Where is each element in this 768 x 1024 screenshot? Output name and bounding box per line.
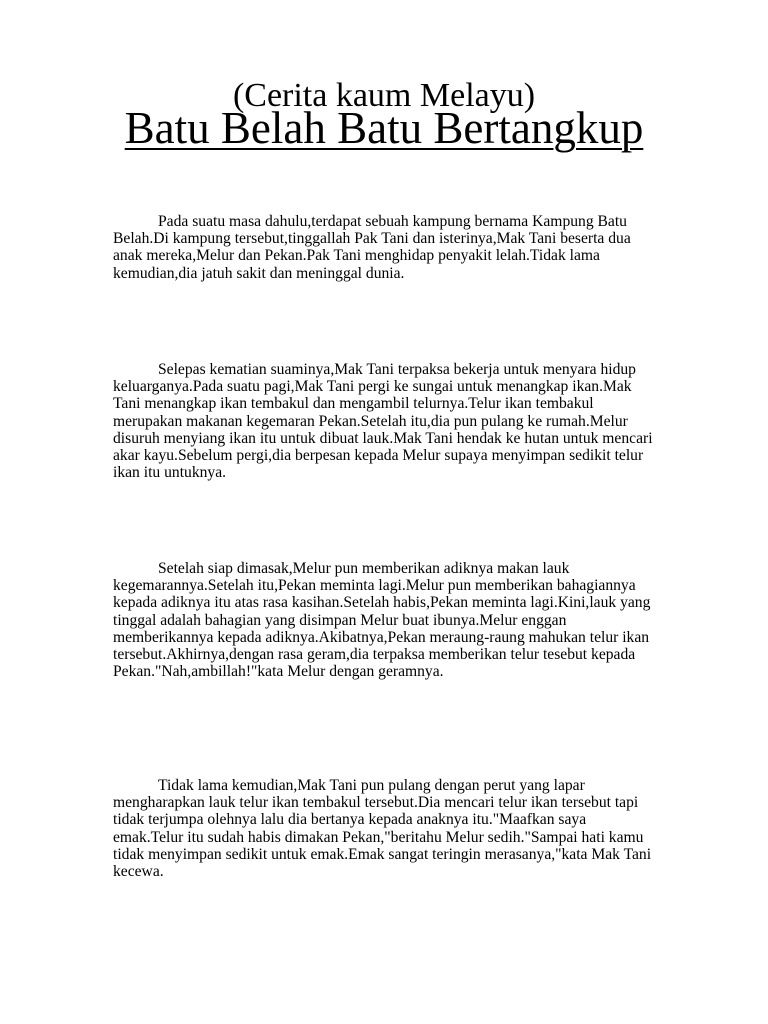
paragraph-1: Pada suatu masa dahulu,terdapat sebuah kampung bernama Kampung Batu Belah.Di kampung tersebut,tinggallah Pak Tani dan isterinya,Mak Tani beserta dua anak mereka,Melur dan Pekan.Pak Tani menghidap penyakit lelah.Tidak lama kemudian,dia jatuh sakit dan meninggal dunia. [113, 213, 631, 282]
paragraph-2: Selepas kematian suaminya,Mak Tani terpaksa bekerja untuk menyara hidup keluarganya.Pada suatu pagi,Mak Tani pergi ke sungai untuk menangkap ikan.Mak Tani menangkap ikan tembakul dan mengambil telurnya.Telur ikan tembakul merupakan makanan kegemaran Pekan.Setelah itu,dia pun pulang ke rumah.Melur disuruh menyiang ikan itu untuk dibuat lauk.Mak Tani hendak ke hutan untuk mencari akar kayu.Sebelum pergi,dia berpesan kepada Melur supaya menyimpan sedikit telur ikan itu untuknya. [113, 361, 653, 482]
story-title: Batu Belah Batu Bertangkup [124, 103, 644, 153]
story-subtitle: (Cerita kaum Melayu) [232, 77, 536, 114]
paragraph-3: Setelah siap dimasak,Melur pun memberikan adiknya makan lauk kegemarannya.Setelah itu,Pekan meminta lagi.Melur pun memberikan bahagiannya kepada adiknya itu atas rasa kasihan.Setelah habis,Pekan meminta lagi.Kini,lauk yang tinggal adalah bahagian yang disimpan Melur buat ibunya.Melur enggan memberikannya kepada adiknya.Akibatnya,Pekan meraung-raung mahukan telur ikan tersebut.Akhirnya,dengan rasa geram,dia terpaksa memberikan telur tesebut kepada Pekan."Nah,ambillah!"kata Melur dengan geramnya. [113, 560, 651, 681]
paragraph-4: Tidak lama kemudian,Mak Tani pun pulang dengan perut yang lapar mengharapkan lauk telur ikan tembakul tersebut.Dia mencari telur ikan tersebut tapi tidak terjumpa olehnya lalu dia bertanya kepada anaknya itu."Maafkan saya emak.Telur itu sudah habis dimakan Pekan,"beritahu Melur sedih."Sampai hati kamu tidak menyimpan sedikit untuk emak.Emak sangat teringin merasanya,"kata Mak Tani kecewa. [113, 777, 652, 881]
